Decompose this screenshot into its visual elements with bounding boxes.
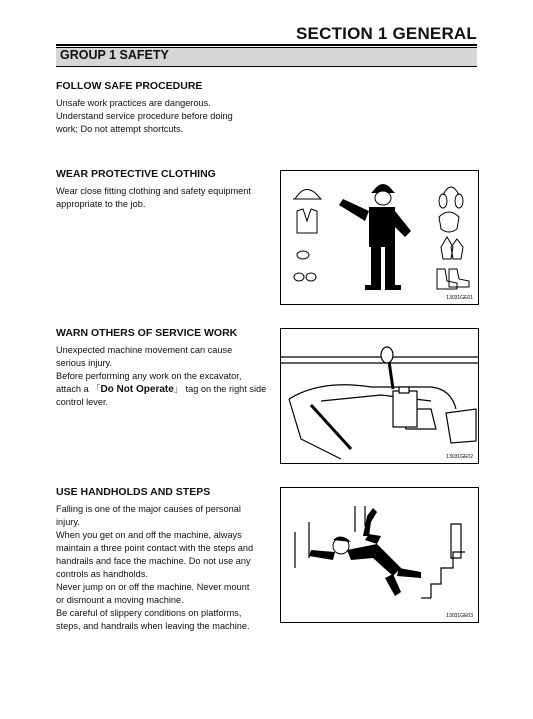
text-line: Before performing any work on the excavator, <box>56 371 242 381</box>
bracket-close: 」 <box>173 384 183 394</box>
text-line: handrails and face the machine. Do not use any <box>56 556 251 566</box>
figure-protective-clothing <box>280 170 479 305</box>
worker-figure <box>339 184 411 290</box>
text-line: Understand service procedure before doing <box>56 111 233 121</box>
text-line: Be careful of slippery conditions on platforms, <box>56 608 242 618</box>
figure-id: 13031GE01 <box>446 295 473 301</box>
heading-warn-others: WARN OTHERS OF SERVICE WORK <box>56 327 238 339</box>
earmuffs-icon <box>443 187 459 195</box>
heading-follow-safe-procedure: FOLLOW SAFE PROCEDURE <box>56 80 203 92</box>
mask-icon <box>439 212 459 232</box>
heading-wear-protective-clothing: WEAR PROTECTIVE CLOTHING <box>56 168 216 180</box>
text-line: When you get on and off the machine, always <box>56 530 242 540</box>
do-not-operate-tag: Do Not Operate <box>100 384 174 395</box>
text-line: Wear close fitting clothing and safety equipment <box>56 186 251 196</box>
bracket-open: 「 <box>91 384 101 394</box>
figure-falling-person <box>280 487 479 623</box>
vest-icon <box>297 209 317 233</box>
heading-use-handholds: USE HANDHOLDS AND STEPS <box>56 486 211 498</box>
goggles-icon <box>294 273 304 281</box>
section-rule <box>56 44 477 46</box>
text-line: Never jump on or off the machine. Never mount <box>56 582 250 592</box>
paragraph-wear-protective-clothing <box>56 185 266 211</box>
do-not-operate-tag-drawing <box>393 391 417 427</box>
text-line: controls as handholds. <box>56 569 148 579</box>
control-lever-illustration <box>281 329 478 463</box>
paragraph-warn-others <box>56 344 271 409</box>
section-title: SECTION 1 GENERAL <box>296 24 477 43</box>
falling-person-illustration <box>281 488 478 622</box>
text-line: injury. <box>56 517 80 527</box>
text-line-attach <box>56 383 271 396</box>
boots-icon <box>437 269 457 289</box>
respirator-icon <box>297 251 309 259</box>
text-line: Falling is one of the major causes of personal <box>56 504 241 514</box>
text-line: Unsafe work practices are dangerous. <box>56 98 211 108</box>
protective-gear-illustration <box>281 171 478 304</box>
control-lever <box>389 361 393 389</box>
text-line: steps, and handrails when leaving the machine. <box>56 621 250 631</box>
hard-hat-icon <box>293 189 321 199</box>
steps-icon <box>431 552 465 598</box>
paragraph-follow-safe-procedure <box>56 97 256 136</box>
text-line: work; Do not attempt shortcuts. <box>56 124 184 134</box>
figure-control-lever <box>280 328 479 464</box>
group-title: GROUP 1 SAFETY <box>60 48 169 62</box>
paragraph-use-handholds <box>56 503 271 633</box>
text-line: or dismount a moving machine. <box>56 595 184 605</box>
text-line: control lever. <box>56 397 109 407</box>
text-line: appropriate to the job. <box>56 199 146 209</box>
text-line: Unexpected machine movement can cause <box>56 345 233 355</box>
figure-id: 13031GE02 <box>446 454 473 460</box>
attach-prefix: attach a <box>56 384 89 394</box>
text-line: maintain a three point contact with the steps and <box>56 543 254 553</box>
text-line: serious injury. <box>56 358 112 368</box>
figure-id: 13031GE03 <box>446 613 473 619</box>
attach-suffix: tag on the right side <box>185 384 267 394</box>
